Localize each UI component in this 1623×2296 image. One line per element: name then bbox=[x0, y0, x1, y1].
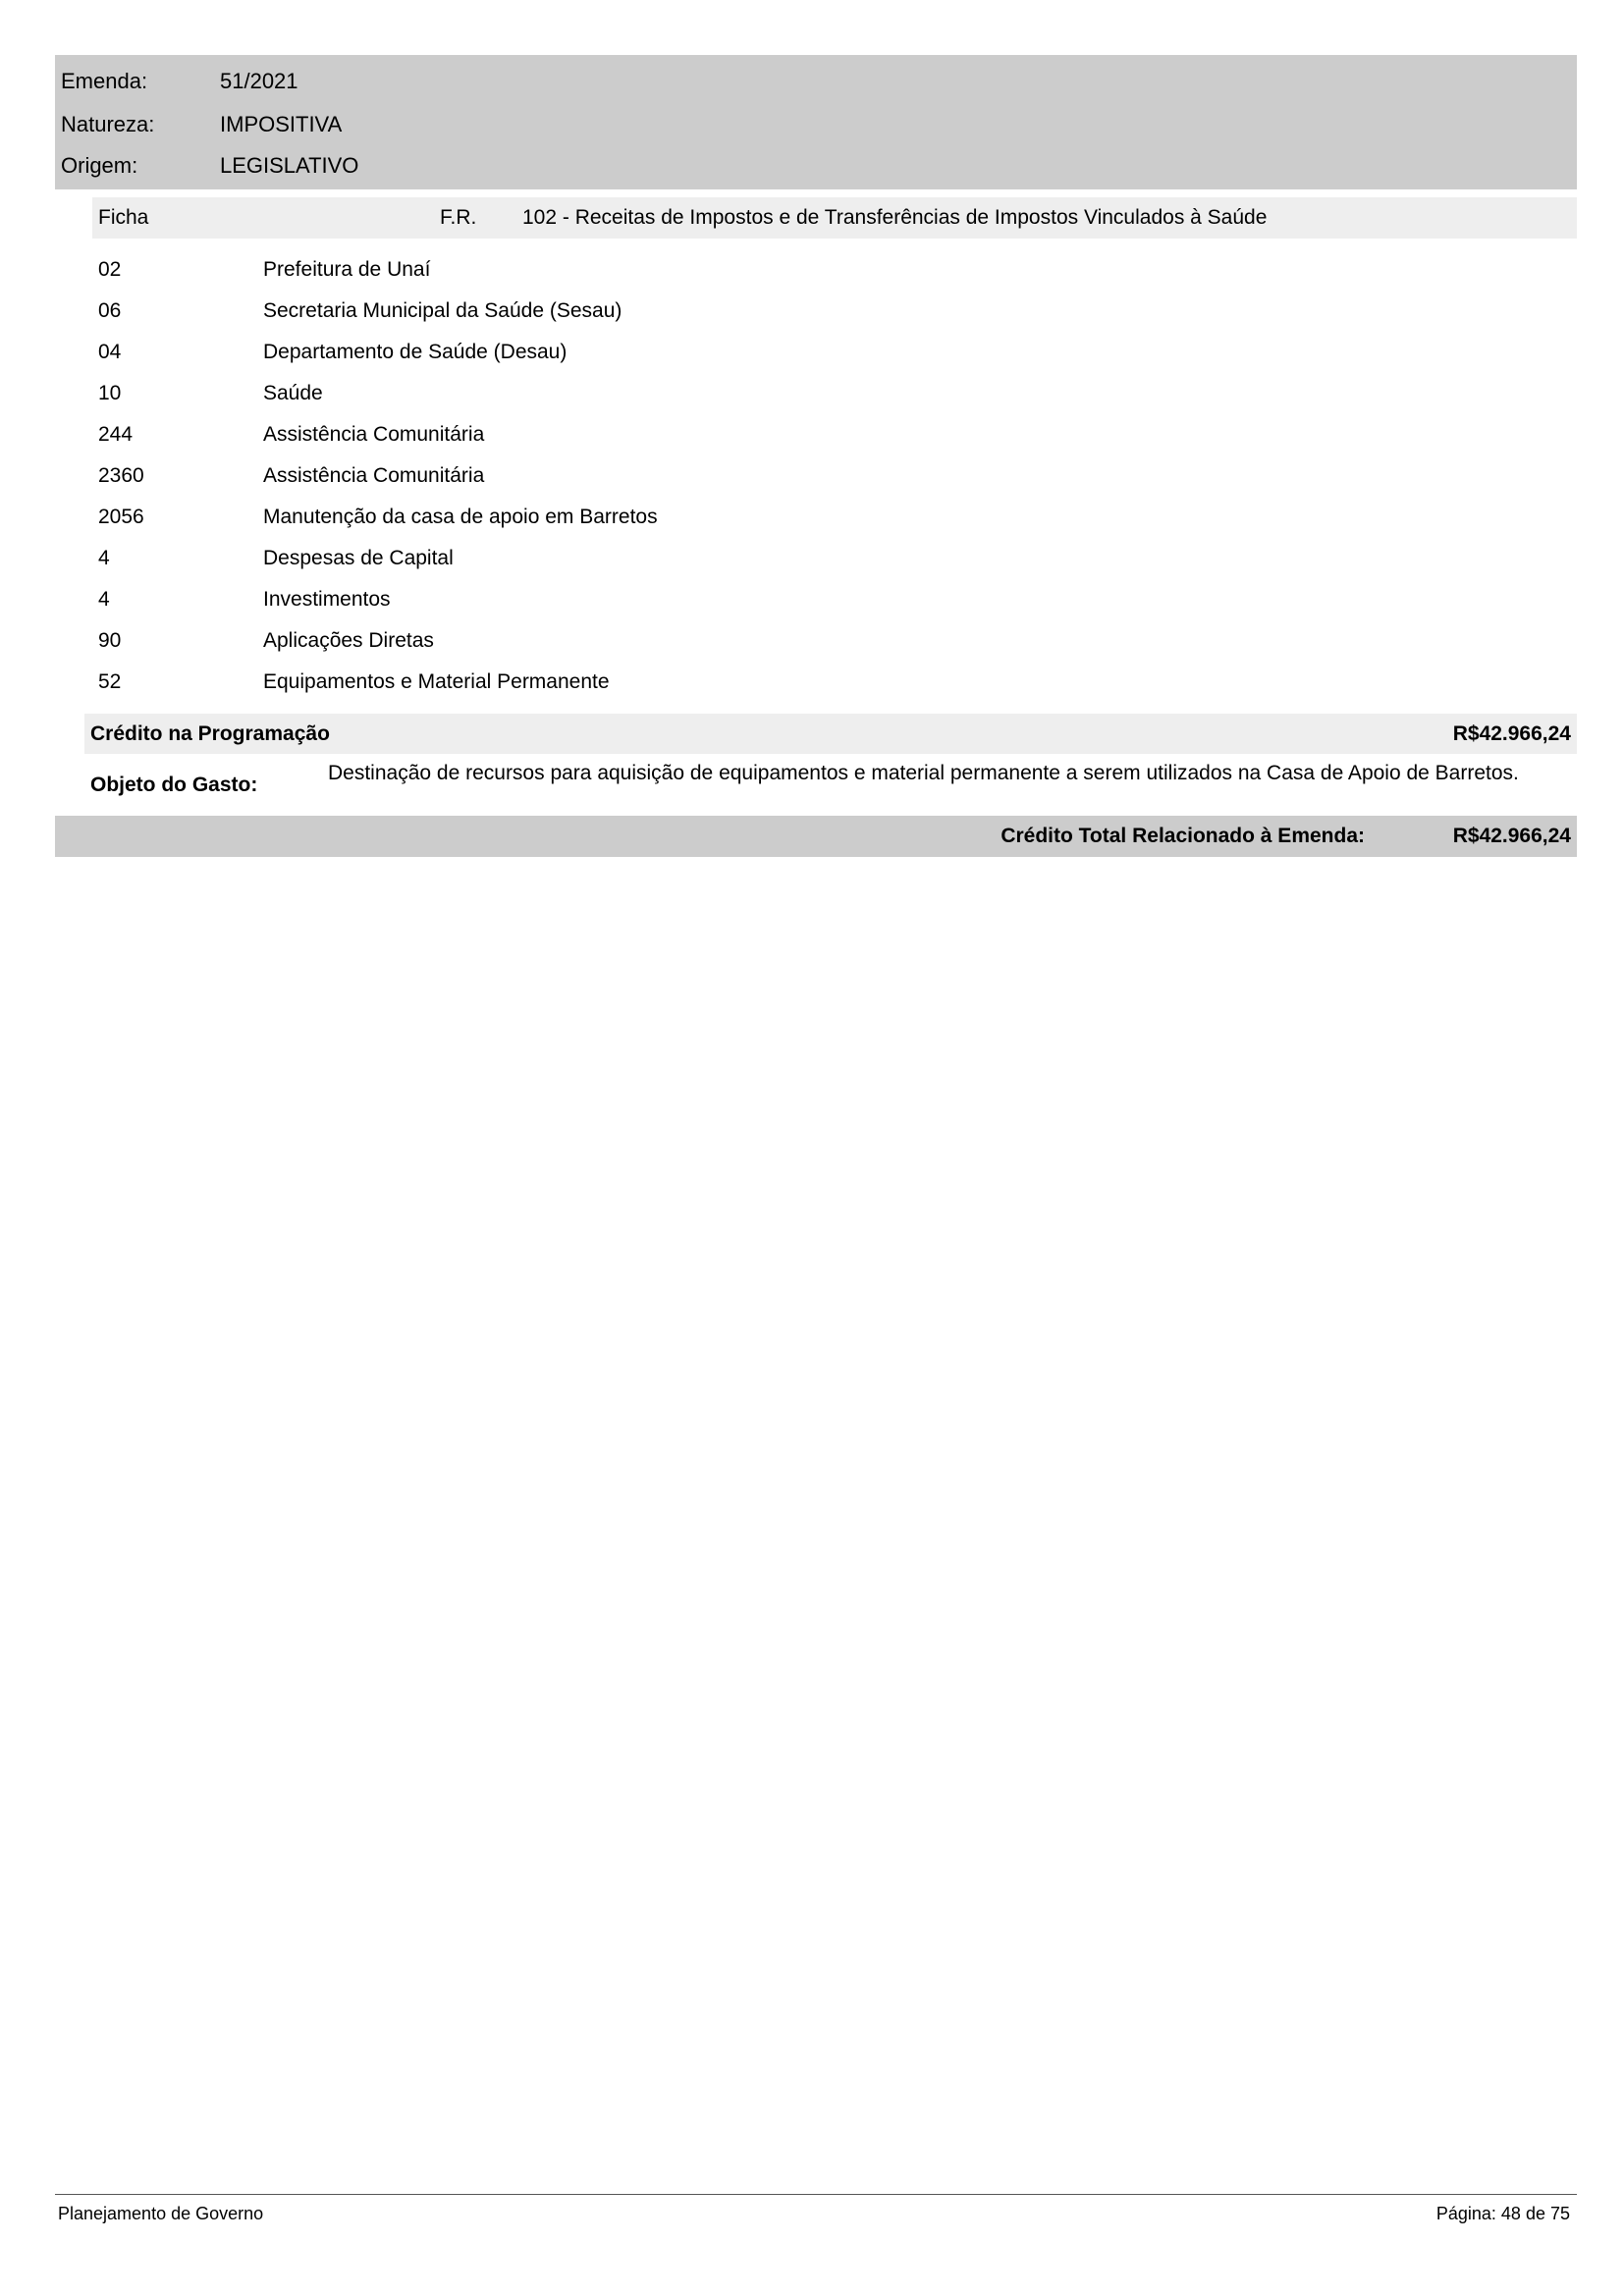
item-code: 4 bbox=[98, 588, 110, 611]
credito-value: R$42.966,24 bbox=[1452, 722, 1571, 745]
item-code: 02 bbox=[98, 258, 122, 281]
credito-programacao-bar bbox=[84, 714, 1577, 754]
total-label: Crédito Total Relacionado à Emenda: bbox=[1001, 825, 1365, 847]
item-code: 04 bbox=[98, 341, 122, 363]
credito-total-bar bbox=[55, 816, 1577, 857]
ficha-bar bbox=[92, 197, 1577, 239]
objeto-label: Objeto do Gasto: bbox=[90, 774, 258, 796]
emenda-header bbox=[55, 55, 1577, 189]
item-desc: Secretaria Municipal da Saúde (Sesau) bbox=[263, 299, 622, 322]
list-item bbox=[98, 249, 1473, 291]
list-item bbox=[98, 373, 1473, 414]
item-code: 2360 bbox=[98, 464, 144, 487]
item-code: 4 bbox=[98, 547, 110, 569]
list-item bbox=[98, 455, 1473, 497]
fr-value: 102 - Receitas de Impostos e de Transferências de Impostos Vinculados à Saúde bbox=[522, 206, 1268, 229]
origem-value: LEGISLATIVO bbox=[220, 153, 359, 178]
emenda-value: 51/2021 bbox=[220, 69, 298, 93]
list-item bbox=[98, 332, 1473, 373]
natureza-label: Natureza: bbox=[61, 112, 155, 136]
objeto-value: Destinação de recursos para aquisição de equipamentos e material permanente a serem utilizados na Casa de Apoio de Barretos. bbox=[328, 762, 1519, 784]
list-item bbox=[98, 620, 1473, 662]
item-desc: Equipamentos e Material Permanente bbox=[263, 670, 610, 693]
item-code: 244 bbox=[98, 423, 134, 446]
item-desc: Manutenção da casa de apoio em Barretos bbox=[263, 506, 658, 528]
item-desc: Prefeitura de Unaí bbox=[263, 258, 431, 281]
item-desc: Departamento de Saúde (Desau) bbox=[263, 341, 568, 363]
emenda-label: Emenda: bbox=[61, 69, 148, 93]
footer-org: Planejamento de Governo bbox=[58, 2204, 264, 2223]
item-desc: Investimentos bbox=[263, 588, 391, 611]
objeto-gasto bbox=[84, 760, 1577, 815]
item-desc: Saúde bbox=[263, 382, 323, 404]
origem-label: Origem: bbox=[61, 153, 138, 178]
list-item bbox=[98, 538, 1473, 579]
natureza-value: IMPOSITIVA bbox=[220, 112, 343, 136]
item-desc: Assistência Comunitária bbox=[263, 423, 485, 446]
item-code: 10 bbox=[98, 382, 122, 404]
fr-label: F.R. bbox=[440, 206, 477, 229]
item-code: 52 bbox=[98, 670, 122, 693]
footer-divider bbox=[55, 2194, 1577, 2195]
list-item bbox=[98, 579, 1473, 620]
total-value: R$42.966,24 bbox=[1452, 825, 1571, 847]
item-code: 90 bbox=[98, 629, 122, 652]
list-item bbox=[98, 662, 1473, 703]
page-number: Página: 48 de 75 bbox=[1435, 2204, 1570, 2223]
credito-label: Crédito na Programação bbox=[90, 722, 330, 745]
list-item bbox=[98, 291, 1473, 332]
item-desc: Assistência Comunitária bbox=[263, 464, 485, 487]
list-item bbox=[98, 414, 1473, 455]
item-code: 06 bbox=[98, 299, 122, 322]
item-desc: Aplicações Diretas bbox=[263, 629, 434, 652]
ficha-label: Ficha bbox=[98, 206, 149, 229]
classification-list bbox=[98, 249, 1473, 703]
list-item bbox=[98, 497, 1473, 538]
item-code: 2056 bbox=[98, 506, 144, 528]
item-desc: Despesas de Capital bbox=[263, 547, 454, 569]
